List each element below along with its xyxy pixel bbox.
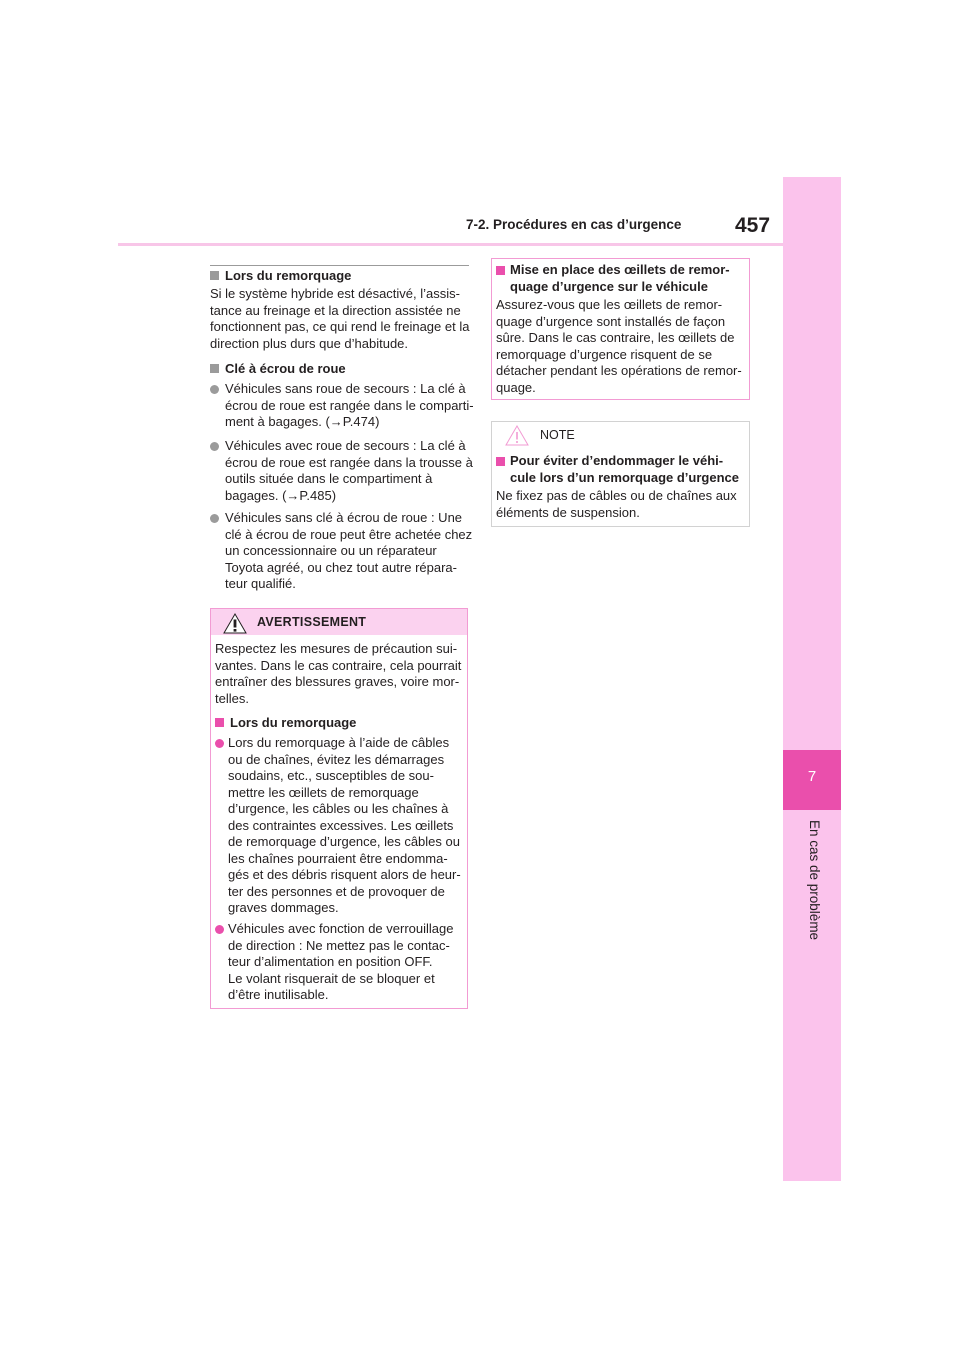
note-text: Ne fixez pas de câbles ou de chaînes aux éléments de suspension. (496, 488, 737, 520)
side-chapter-band (783, 177, 841, 1181)
note-heading: Pour éviter d’endommager le véhi- cule lors d’un remorquage d’urgence (496, 453, 746, 486)
list-item: Véhicules sans clé à écrou de roue : Une clé à écrou de roue peut être achetée chez un concessionnaire ou un réparateur Toyota agréé, ou chez tout autre répara- teur qualifié. (210, 510, 474, 593)
round-bullet-icon (215, 925, 224, 934)
section-divider (210, 265, 469, 266)
warning-intro: Respectez les mesures de précaution sui- vantes. Dans le cas contraire, cela pourrait entraîner des blessures graves, voire mor- telles. (215, 641, 462, 706)
caution-triangle-icon (505, 425, 529, 446)
warning-heading: Lors du remorquage (215, 715, 356, 732)
warning-title: AVERTISSEMENT (257, 615, 367, 629)
list-item: Véhicules avec roue de secours : La clé à écrou de roue est rangée dans la trousse à outils située dans le compartiment à bagages. (→P.485) (210, 438, 474, 504)
tow-eyelet-heading: Mise en place des œillets de remor- quage d’urgence sur le véhicule (496, 262, 746, 295)
chapter-title: En cas de problème (807, 820, 822, 941)
list-item: Véhicules sans roue de secours : La clé à écrou de roue est rangée dans le comparti- ment à bagages. (→P.474) (210, 381, 474, 431)
towing-text: Si le système hybride est désactivé, l’assis- tance au freinage et la direction assistée ne fonctionnent pas, ce qui rend le freinage et la direction plus durs que d’habitude. (210, 286, 470, 351)
square-bullet-icon (496, 457, 505, 466)
square-bullet-icon (496, 266, 505, 275)
towing-heading: Lors du remorquage (210, 268, 351, 285)
warning-triangle-icon (223, 613, 247, 634)
round-bullet-icon (210, 514, 219, 523)
list-item: Véhicules avec fonction de verrouillage de direction : Ne mettez pas le contac- teur d’alimentation en position OFF. Le volant risquerait de se bloquer et d’être inutilisable. (215, 921, 467, 1004)
round-bullet-icon (215, 739, 224, 748)
round-bullet-icon (210, 385, 219, 394)
tow-eyelet-text: Assurez-vous que les œillets de remor- quage d’urgence sont installés de façon sûre. Dans le cas contraire, les œillets de remorquage d’urgence risquent de se détacher pendant les opérations de remor- quage. (496, 297, 742, 395)
square-bullet-icon (210, 364, 219, 373)
list-item: Lors du remorquage à l’aide de câbles ou de chaînes, évitez les démarrages soudains, etc., susceptibles de sou- mettre les œillets de remorquage d’urgence, les câbles ou les chaînes à des contraintes excessives. Les œillets de remorquage d’urgence, les câbles ou les chaînes pourraient être endomma- gés et des débris risquent alors de heur- ter des personnes et de provoquer de graves dommages. (215, 735, 467, 917)
chapter-number: 7 (807, 768, 817, 785)
header-divider (118, 243, 783, 246)
square-bullet-icon (210, 271, 219, 280)
page-number: 457 (735, 214, 771, 237)
wrench-heading: Clé à écrou de roue (210, 361, 346, 378)
square-bullet-icon (215, 718, 224, 727)
section-title: 7-2. Procédures en cas d’urgence (466, 217, 682, 232)
note-title: NOTE (540, 428, 575, 442)
round-bullet-icon (210, 442, 219, 451)
